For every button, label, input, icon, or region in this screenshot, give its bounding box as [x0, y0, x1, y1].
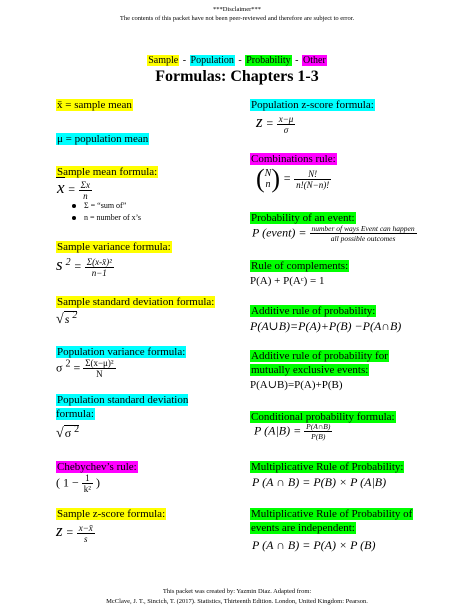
probability-event-formula: P (event) = $\frac{\text{number of ways Event can happen}}{\text{all possible outcomes}}$ — [252, 224, 415, 243]
population-z-label: Population z-score formula: — [251, 99, 374, 111]
bullet-sum-of: Σ = “sum of” — [72, 201, 126, 210]
conditional-probability-formula: P (A|B) = $\frac{P(A\cap B)}{P(B)}$ — [254, 422, 331, 441]
sample-variance-formula: s $^2$ = $\frac{\text{Σ(x-x̄)²}}{n-1}$ — [56, 255, 112, 278]
legend-sep: - — [180, 55, 189, 66]
sample-sd-formula: √s $^2$ — [56, 310, 78, 327]
multiplicative-independent-formula: P (A ∩ B) = P(A) × P (B) — [252, 538, 376, 552]
legend-sample: Sample — [148, 55, 179, 66]
legend-sep: - — [235, 55, 245, 66]
sample-mean-formula-label: Sample mean formula: — [57, 166, 158, 178]
additive-mutually-exclusive-formula: P(A∪B)=P(A)+P(B) — [250, 379, 343, 391]
complements-label: Rule of complements: — [251, 260, 349, 272]
page-title: Formulas: Chapters 1-3 — [155, 68, 319, 85]
multiplicative-rule-formula: P (A ∩ B) = P(B) × P (A|B) — [252, 475, 387, 489]
combinations-label: Combinations rule: — [251, 153, 336, 165]
sample-variance-label: Sample variance formula: — [57, 241, 171, 253]
probability-event-label: Probability of an event: — [251, 212, 355, 224]
additive-mutually-exclusive-label: Additive rule of probability for mutually exclusive events: — [251, 350, 388, 376]
combinations-formula: (N n) = $\frac{N!}{n!(N-n)!}$ — [256, 164, 330, 193]
disclaimer-title: ***Disclaimer*** — [212, 6, 262, 13]
complements-formula: P(A) + P(Aᶜ) = 1 — [250, 275, 325, 287]
chebychev-formula: ( 1 − $\frac{1}{\text{k²}}$ ) — [56, 473, 100, 494]
population-sd-label: Population standard deviation formula: — [56, 394, 189, 420]
color-legend — [0, 55, 474, 66]
legend-probability: Probability — [246, 55, 291, 66]
population-sd-formula: √σ $^2$ — [56, 424, 80, 441]
multiplicative-independent-label: Multiplicative Rule of Probability of events are independent: — [251, 508, 413, 534]
sample-sd-label: Sample standard deviation formula: — [57, 296, 215, 308]
bullet-n: n = number of x’s — [72, 213, 141, 222]
sample-mean-definition: x̄ = sample mean — [57, 99, 132, 111]
sample-z-label: Sample z-score formula: — [57, 508, 166, 520]
population-variance-formula: σ $^2$ = $\frac{\text{Σ(x−μ)²}}{N}$ — [56, 358, 114, 379]
multiplicative-rule-label: Multiplicative Rule of Probability: — [251, 461, 404, 473]
footer-credit: This packet was created by: Yazmin Diaz. Adapted from: — [162, 588, 312, 595]
footer-citation: McClave, J. T., Sincich, T. (2017). Statistics, Thirteenth Edition. London, United Kingdom: Pearson. — [106, 598, 368, 605]
sample-mean-formula: x = $\frac{\Sigma x}{n}$ — [57, 178, 90, 201]
additive-rule-label: Additive rule of probability: — [251, 305, 376, 317]
disclaimer-text: The contents of this packet have not been peer-reviewed and therefore are subject to error. — [119, 15, 355, 22]
population-variance-label: Population variance formula: — [57, 346, 186, 358]
conditional-probability-label: Conditional probability formula: — [251, 411, 395, 423]
legend-population: Population — [190, 55, 234, 66]
additive-rule-formula: P(A∪B)=P(A)+P(B) −P(A∩B) — [250, 319, 402, 333]
legend-other: Other — [303, 55, 326, 66]
chebychev-label: Chebychev’s rule: — [57, 461, 137, 473]
sample-z-formula: z = $\frac{x-x̄}{s}$ — [56, 521, 93, 544]
population-z-formula: z = $\frac{x-\mu}{\sigma}$ — [256, 112, 294, 135]
legend-sep: - — [292, 55, 302, 66]
population-mean-definition: μ = population mean — [57, 133, 149, 145]
